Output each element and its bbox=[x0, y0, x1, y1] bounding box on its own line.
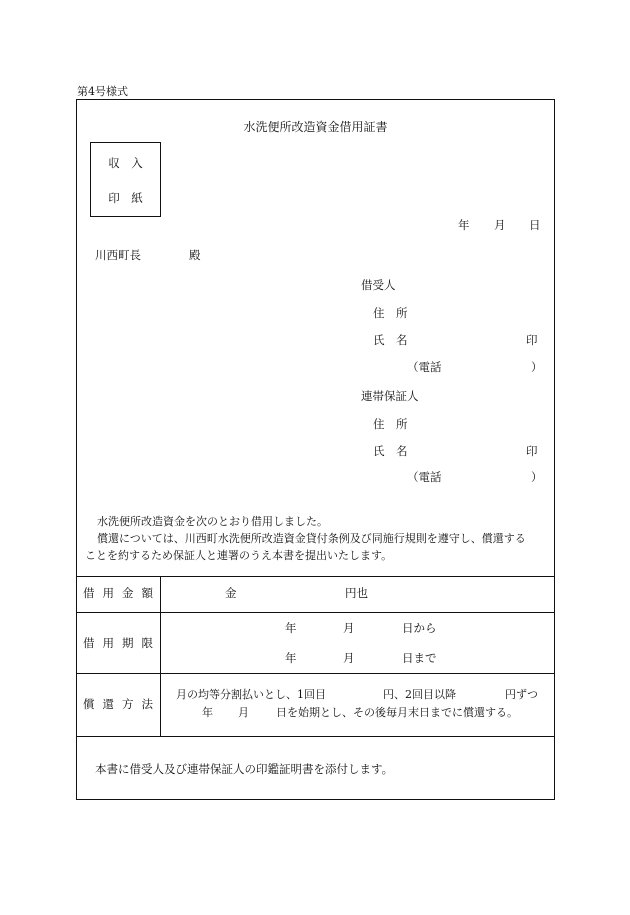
period-start-month: 月 bbox=[343, 621, 355, 635]
addressee-honorific: 殿 bbox=[189, 248, 201, 262]
repayment-first-installment: 月の均等分割払いとし、1回目 bbox=[176, 688, 326, 701]
period-end-month: 月 bbox=[343, 651, 355, 665]
row-divider-period bbox=[77, 673, 554, 674]
borrower-heading: 借受人 bbox=[361, 278, 396, 292]
repayment-later-installments: 円、2回目以降 bbox=[383, 688, 456, 701]
repayment-start-terms: 日を始期とし、その後毎月末日までに償還する。 bbox=[276, 706, 518, 719]
statement-line-1: 水洗便所改造資金を次のとおり借用しました。 bbox=[97, 515, 328, 528]
statement-line-3: ことを約するため保証人と連署のうえ本書を提出いたします。 bbox=[85, 549, 393, 562]
guarantor-heading: 連帯保証人 bbox=[361, 389, 419, 403]
borrower-seal: 印 bbox=[526, 333, 538, 347]
stamp-label-2: 印 紙 bbox=[108, 191, 143, 205]
amount-label: 借用金額 bbox=[83, 586, 161, 600]
guarantor-phone-open: （電話 bbox=[407, 470, 442, 484]
period-start-day: 日から bbox=[402, 621, 437, 635]
amount-prefix: 金 bbox=[225, 586, 237, 600]
repayment-start-month: 月 bbox=[238, 706, 249, 719]
guarantor-name-label: 氏 名 bbox=[373, 444, 408, 458]
borrower-address-label: 住 所 bbox=[373, 306, 408, 320]
table-top-border bbox=[77, 576, 554, 577]
period-label: 借用期限 bbox=[83, 636, 161, 650]
period-start-year: 年 bbox=[285, 621, 297, 635]
document-title: 水洗便所改造資金借用証書 bbox=[243, 120, 388, 134]
repayment-label: 償還方法 bbox=[83, 697, 161, 711]
date-month: 月 bbox=[494, 218, 506, 232]
statement-line-2: 償還については、川西町水洗便所改造資金貸付条例及び同施行規則を遵守し、償還する bbox=[97, 532, 526, 545]
period-end-day: 日まで bbox=[402, 651, 437, 665]
form-number: 第4号様式 bbox=[77, 85, 128, 98]
borrower-phone-open: （電話 bbox=[407, 360, 442, 374]
loan-certificate-form bbox=[76, 99, 555, 800]
date-year: 年 bbox=[458, 218, 470, 232]
label-column-divider bbox=[160, 576, 161, 736]
stamp-label-1: 収 入 bbox=[108, 156, 143, 170]
guarantor-phone-close: ） bbox=[531, 470, 543, 484]
date-day: 日 bbox=[529, 218, 541, 232]
borrower-name-label: 氏 名 bbox=[373, 333, 408, 347]
period-end-year: 年 bbox=[285, 651, 297, 665]
repayment-each: 円ずつ bbox=[505, 688, 538, 701]
repayment-start-year: 年 bbox=[202, 706, 213, 719]
revenue-stamp-box bbox=[90, 142, 161, 217]
guarantor-address-label: 住 所 bbox=[373, 417, 408, 431]
row-divider-repayment bbox=[77, 736, 554, 737]
amount-suffix: 円也 bbox=[345, 586, 368, 600]
guarantor-seal: 印 bbox=[526, 444, 538, 458]
addressee-name: 川西町長 bbox=[95, 248, 141, 262]
borrower-phone-close: ） bbox=[531, 360, 543, 374]
row-divider-amount bbox=[77, 612, 554, 613]
attachment-note: 本書に借受人及び連帯保証人の印鑑証明書を添付します。 bbox=[95, 762, 394, 776]
